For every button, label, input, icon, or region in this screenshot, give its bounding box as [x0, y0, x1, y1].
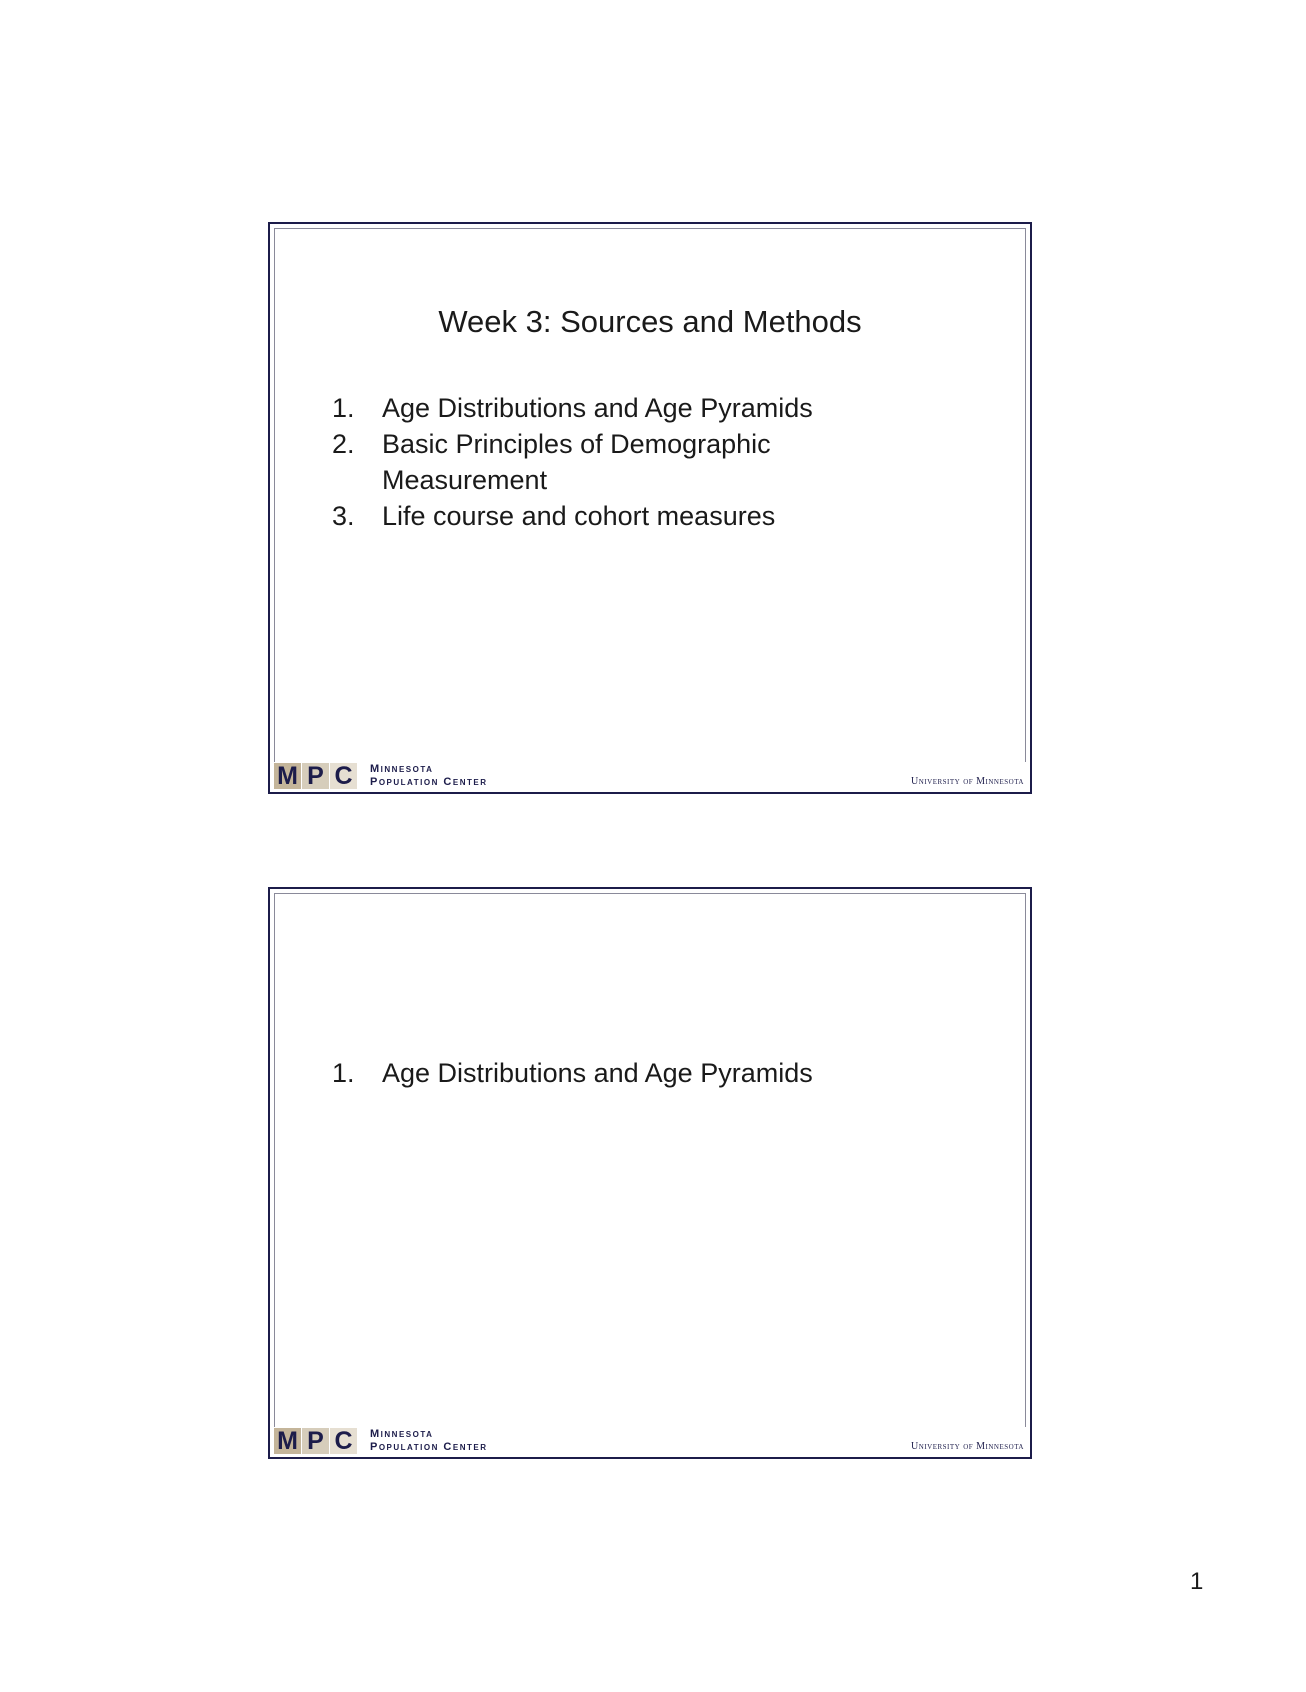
logo-letter: P	[302, 763, 329, 789]
slide-2	[268, 887, 1032, 1459]
list-item-number: 2.	[332, 429, 355, 459]
slide-1	[268, 222, 1032, 794]
logo-letter: C	[330, 763, 357, 789]
list-item	[332, 1055, 902, 1091]
list-item-number: 1.	[332, 393, 355, 423]
logo-text	[370, 1428, 487, 1454]
list-item-text: Basic Principles of Demographic Measurement	[382, 429, 771, 495]
logo-letter: M	[274, 1428, 301, 1454]
logo-line-2: Population Center	[370, 776, 488, 788]
logo-letter: P	[302, 1428, 329, 1454]
slide-frame	[274, 893, 1026, 1427]
list-item-number: 1.	[332, 1058, 355, 1088]
university-name: University of Minnesota	[911, 1441, 1024, 1452]
mpc-logo	[274, 1428, 358, 1454]
list-item	[332, 426, 852, 498]
slide-footer	[270, 761, 1030, 792]
list-item-text: Age Distributions and Age Pyramids	[382, 393, 813, 423]
list-item	[332, 390, 902, 426]
logo-letter: M	[274, 763, 301, 789]
logo-letter: C	[330, 1428, 357, 1454]
slide-footer	[270, 1426, 1030, 1457]
list-item-text: Age Distributions and Age Pyramids	[382, 1058, 813, 1088]
logo-line-1: Minnesota	[370, 763, 434, 775]
slide-title: Week 3: Sources and Methods	[438, 304, 862, 339]
logo-line-1: Minnesota	[370, 1428, 434, 1440]
list-item	[332, 498, 902, 534]
mpc-logo	[274, 763, 358, 789]
agenda-list	[332, 1055, 902, 1091]
logo-text	[370, 763, 487, 789]
university-name: University of Minnesota	[911, 776, 1024, 787]
list-item-text: Life course and cohort measures	[382, 501, 776, 531]
page-number: 1	[1190, 1568, 1204, 1595]
list-item-number: 3.	[332, 501, 355, 531]
logo-line-2: Population Center	[370, 1441, 488, 1453]
agenda-list	[332, 390, 902, 534]
